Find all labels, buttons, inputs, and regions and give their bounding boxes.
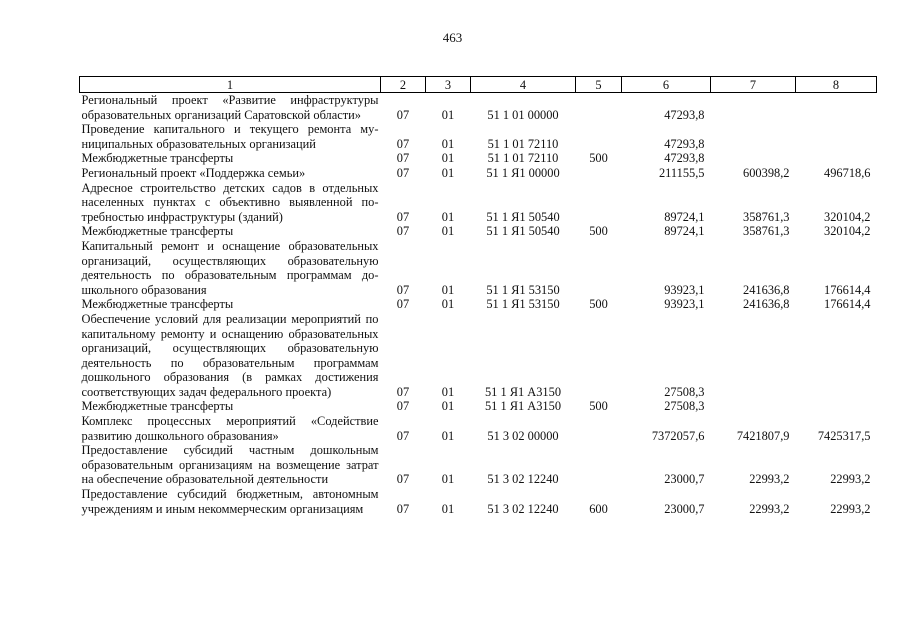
amount-year-1: 211155,5	[658, 165, 705, 180]
page-number: 463	[442, 30, 463, 45]
column-header: 2	[381, 77, 426, 93]
amount-year-2: 358761,3	[743, 209, 790, 224]
amount-year-1: 47293,8	[664, 151, 705, 166]
target-article-code: 51 1 Я1 53150	[486, 297, 560, 312]
subsection-code: 01	[441, 399, 455, 414]
section-code: 07	[396, 501, 410, 516]
amount-year-3: 320104,2	[824, 224, 871, 239]
amount-year-1: 27508,3	[664, 399, 705, 414]
subsection-code: 01	[441, 282, 455, 297]
amount-year-1: 93923,1	[664, 282, 705, 297]
section-code: 07	[396, 151, 410, 166]
table-row	[80, 224, 877, 239]
subsection-code: 01	[441, 136, 455, 151]
row-name: Межбюджетные трансферты	[81, 151, 234, 166]
section-code: 07	[396, 209, 410, 224]
target-article-code: 51 1 Я1 А3150	[484, 384, 562, 399]
column-header: 4	[471, 77, 576, 93]
subsection-code: 01	[441, 428, 455, 443]
column-header: 7	[711, 77, 796, 93]
expense-type-code	[576, 443, 622, 487]
table-row	[80, 181, 877, 225]
target-article-code: 51 3 02 12240	[487, 472, 559, 487]
amount-year-1: 23000,7	[664, 501, 705, 516]
amount-year-2: 22993,2	[749, 501, 790, 516]
table-row	[80, 239, 877, 297]
expense-type-code: 500	[589, 297, 608, 312]
table-row	[80, 297, 877, 312]
amount-year-2	[711, 399, 796, 414]
amount-year-3: 176614,4	[824, 282, 871, 297]
section-code: 07	[396, 165, 410, 180]
amount-year-3	[796, 399, 877, 414]
subsection-code: 01	[441, 384, 455, 399]
subsection-code: 01	[441, 224, 455, 239]
section-code: 07	[396, 136, 410, 151]
expense-type-code: 500	[589, 224, 608, 239]
target-article-code: 51 1 Я1 00000	[486, 165, 560, 180]
target-article-code: 51 1 01 00000	[487, 107, 559, 122]
section-code: 07	[396, 399, 410, 414]
expense-type-code	[576, 93, 622, 123]
amount-year-1: 7372057,6	[651, 428, 705, 443]
amount-year-2	[711, 122, 796, 151]
amount-year-1: 23000,7	[664, 472, 705, 487]
column-header: 8	[796, 77, 877, 93]
target-article-code: 51 1 Я1 50540	[486, 224, 560, 239]
amount-year-3	[796, 151, 877, 166]
column-header: 3	[426, 77, 471, 93]
subsection-code: 01	[441, 472, 455, 487]
target-article-code: 51 1 01 72110	[487, 136, 559, 151]
table-row	[80, 487, 877, 516]
expense-type-code	[576, 239, 622, 297]
table-row	[80, 312, 877, 400]
expense-type-code	[576, 122, 622, 151]
subsection-code: 01	[441, 165, 455, 180]
amount-year-1: 27508,3	[664, 384, 705, 399]
target-article-code: 51 1 01 72110	[487, 151, 559, 166]
amount-year-2	[711, 93, 796, 123]
row-name: Капитальный ремонт и оснащение образовательных организаций, осуществляющих образовательную деятельность по образовательным программам дошкольного образования	[81, 238, 379, 297]
section-code: 07	[396, 297, 410, 312]
table-row	[80, 443, 877, 487]
row-name: Региональный проект «Развитие инфраструктуры образовательных организаций Саратовской области»	[81, 93, 379, 122]
amount-year-2	[711, 151, 796, 166]
table-row	[80, 151, 877, 166]
subsection-code: 01	[441, 297, 455, 312]
row-name: Предоставление субсидий частным дошкольным образовательным организациям на возмещение затрат на обеспечение образовательной деятельности	[81, 443, 379, 487]
amount-year-3: 176614,4	[824, 297, 871, 312]
amount-year-3: 22993,2	[830, 472, 871, 487]
subsection-code: 01	[441, 501, 455, 516]
amount-year-2: 600398,2	[743, 165, 790, 180]
amount-year-3: 7425317,5	[817, 428, 871, 443]
section-code: 07	[396, 472, 410, 487]
section-code: 07	[396, 384, 410, 399]
section-code: 07	[396, 224, 410, 239]
section-code: 07	[396, 428, 410, 443]
row-name: Обеспечение условий для реализации мероприятий по капитальному ремонту и оснащению образовательных организаций, осуществляющих образовательную деятельность по образовательным программам дошкольного образования (в рамках достижения соответствующих задач федерального проекта)	[81, 311, 379, 399]
subsection-code: 01	[441, 107, 455, 122]
amount-year-2: 241636,8	[743, 297, 790, 312]
row-name: Адресное строительство детских садов в отдельных населенных пунктах с объективно выявленной потребностью инфраструктуры (зданий)	[81, 180, 379, 224]
expense-type-code	[576, 181, 622, 225]
amount-year-3: 22993,2	[830, 501, 871, 516]
expense-type-code	[576, 312, 622, 400]
target-article-code: 51 1 Я1 А3150	[484, 399, 562, 414]
amount-year-2: 22993,2	[749, 472, 790, 487]
target-article-code: 51 1 Я1 50540	[486, 209, 560, 224]
amount-year-2: 241636,8	[743, 282, 790, 297]
amount-year-3: 320104,2	[824, 209, 871, 224]
amount-year-2: 7421807,9	[736, 428, 790, 443]
row-name: Межбюджетные трансферты	[81, 297, 234, 312]
column-header: 6	[622, 77, 711, 93]
expense-type-code: 500	[589, 399, 608, 414]
target-article-code: 51 3 02 00000	[487, 428, 559, 443]
table-row	[80, 414, 877, 443]
amount-year-1: 89724,1	[664, 209, 705, 224]
amount-year-1: 47293,8	[664, 136, 705, 151]
amount-year-2: 358761,3	[743, 224, 790, 239]
amount-year-1: 47293,8	[664, 107, 705, 122]
row-name: Межбюджетные трансферты	[81, 399, 234, 414]
section-code: 07	[396, 282, 410, 297]
amount-year-1: 89724,1	[664, 224, 705, 239]
amount-year-2	[711, 312, 796, 400]
amount-year-1: 93923,1	[664, 297, 705, 312]
amount-year-3	[796, 312, 877, 400]
amount-year-3	[796, 93, 877, 123]
header-row	[80, 77, 877, 93]
target-article-code: 51 1 Я1 53150	[486, 282, 560, 297]
column-header: 1	[80, 77, 381, 93]
table-row	[80, 399, 877, 414]
budget-table	[79, 76, 877, 516]
row-name: Межбюджетные трансферты	[81, 224, 234, 239]
expense-type-code	[576, 414, 622, 443]
row-name: Региональный проект «Поддержка семьи»	[81, 165, 306, 180]
amount-year-3	[796, 122, 877, 151]
row-name: Предоставление субсидий бюджетным, автономным учреждениям и иным некоммерческим организациям	[81, 487, 379, 516]
expense-type-code: 600	[589, 501, 608, 516]
expense-type-code	[576, 166, 622, 181]
column-header: 5	[576, 77, 622, 93]
table-row	[80, 93, 877, 123]
table-row	[80, 122, 877, 151]
amount-year-3: 496718,6	[824, 165, 871, 180]
row-name: Проведение капитального и текущего ремонта муниципальных образовательных организаций	[81, 122, 379, 151]
target-article-code: 51 3 02 12240	[487, 501, 559, 516]
row-name: Комплекс процессных мероприятий «Содействие развитию дошкольного образования»	[81, 414, 379, 443]
subsection-code: 01	[441, 151, 455, 166]
subsection-code: 01	[441, 209, 455, 224]
expense-type-code: 500	[589, 151, 608, 166]
table-row	[80, 166, 877, 181]
section-code: 07	[396, 107, 410, 122]
